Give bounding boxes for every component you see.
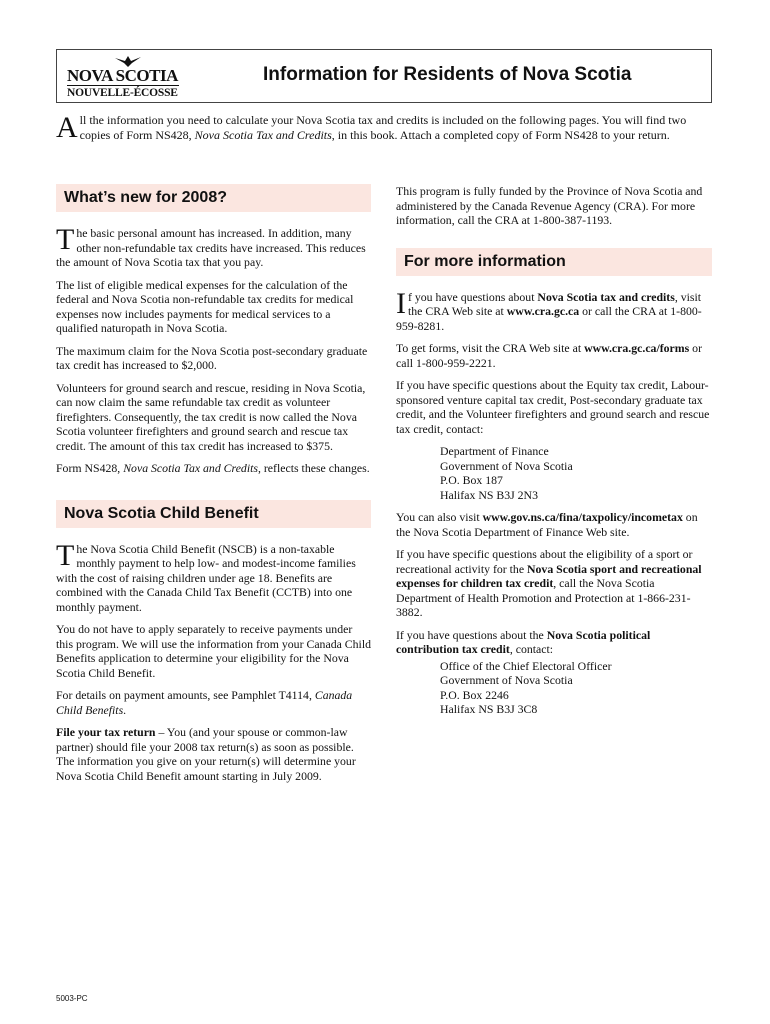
- address-line: Office of the Chief Electoral Officer: [440, 658, 612, 673]
- whats-new-p1-text: he basic personal amount has increased. In addition, many other non-refundable tax credits have increased. This reduces the amount of Nova Scotia tax that you pay.: [56, 226, 366, 269]
- intro-dropcap: A: [56, 111, 78, 144]
- address-line: P.O. Box 187: [440, 473, 503, 487]
- p3-after: .: [123, 702, 127, 717]
- m4-a: You can also visit: [396, 510, 483, 524]
- child-benefit-p1-text: he Nova Scotia Child Benefit (NSCB) is a non-taxable monthly payment to help low- and modest-income families with the cost of raising children under age 18. Benefits are combined with the Canada Child Tax Benefit (CCTB) into one monthly payment.: [56, 541, 356, 614]
- m1-e: or call the CRA at 1-800-959-8281.: [396, 304, 702, 333]
- address-line: Halifax NS B3J 2N3: [440, 487, 538, 502]
- p3-before: For details on payment amounts, see Pamphlet T4114,: [56, 688, 315, 702]
- p4-bold: File your tax return: [56, 725, 156, 739]
- logo-rule: [67, 85, 179, 86]
- m6-c: , contact:: [509, 642, 554, 656]
- whats-new-p5: [56, 461, 371, 476]
- p5-after: , reflects these changes.: [257, 461, 370, 475]
- page-title: Information for Residents of Nova Scotia: [263, 64, 632, 85]
- whats-new-p1: [56, 223, 371, 270]
- address-line: Government of Nova Scotia: [440, 458, 573, 473]
- child-benefit-dropcap: T: [56, 538, 75, 572]
- m5-c: , call the Nova Scotia Department of Health Promotion and Protection at 1-866-231-3882.: [396, 576, 691, 619]
- m4-c: on the Nova Scotia Department of Finance Web site.: [396, 510, 698, 539]
- p4-text: – You (and your spouse or common-law partner) should file your 2008 tax return(s) as soon as possible. The information you give on your return(s) will determine your Nova Scotia Child Benefit amount starting in July 2009.: [56, 725, 356, 783]
- m1-a: f you have questions about: [408, 289, 538, 304]
- heading-whats-new: What’s new for 2008?: [56, 184, 371, 212]
- cra-link[interactable]: www.cra.gc.ca: [506, 304, 580, 318]
- m6-b: Nova Scotia political contribution tax credit: [396, 627, 651, 656]
- intro-text: ll the information you need to calculate your Nova Scotia tax and credits is included on the following pages. You will find two copies of Form NS428,: [79, 113, 687, 142]
- more-info-p2: [396, 341, 712, 370]
- heading-child-benefit: Nova Scotia Child Benefit: [56, 500, 371, 528]
- m1-c: , visit the CRA Web site at: [408, 289, 702, 318]
- m6-a: If you have questions about the: [396, 627, 547, 642]
- address-electoral: [440, 659, 712, 717]
- more-info-p4: [396, 510, 712, 539]
- nova-scotia-logo: [65, 52, 183, 100]
- heading-more-info: For more information: [396, 248, 712, 276]
- intro-paragraph: [56, 113, 712, 143]
- m5-b: Nova Scotia sport and recreational expenses for children tax credit: [396, 561, 702, 590]
- p5-before: Form NS428,: [56, 461, 124, 475]
- more-info-p3: If you have specific questions about the Equity tax credit, Labour-sponsored venture capital tax credit, Post-secondary graduate tax credit, and the Volunteer firefighters and ground search and rescue tax credit, contact:: [396, 378, 710, 436]
- more-info-p1: [396, 286, 712, 334]
- address-line: P.O. Box 2246: [440, 687, 509, 702]
- cra-forms-link[interactable]: www.cra.gc.ca/forms: [584, 341, 690, 355]
- child-benefit-p3: [56, 688, 371, 717]
- address-finance: [440, 444, 712, 502]
- intro-form-title: Nova Scotia Tax and Credits: [194, 128, 332, 142]
- p3-title: Canada Child Benefits: [56, 688, 353, 717]
- logo-text-english: NOVA SCOTIA: [67, 66, 178, 85]
- child-benefit-p1: [56, 538, 371, 615]
- more-info-p6: [396, 628, 712, 657]
- address-line: Government of Nova Scotia: [440, 673, 573, 687]
- form-code: 5003-PC: [56, 994, 88, 1003]
- more-info-dropcap: I: [396, 286, 406, 320]
- intro-text-end: , in this book. Attach a completed copy of Form NS428 to your return.: [331, 128, 670, 142]
- right-column: [396, 184, 712, 725]
- m1-b: Nova Scotia tax and credits: [537, 289, 675, 304]
- address-line: Halifax NS B3J 3C8: [440, 702, 538, 716]
- funding-paragraph: This program is fully funded by the Province of Nova Scotia and administered by the Canada Revenue Agency (CRA). For more information, call the CRA at 1-800-387-1193.: [396, 184, 703, 227]
- whats-new-p4: Volunteers for ground search and rescue, residing in Nova Scotia, can now claim the same refundable tax credit as volunteer firefighters. Consequently, the tax credit is now called the Nova Scotia volunteer firefighters and ground search and rescue tax credit. The amount of this tax credit has increased to $375.: [56, 380, 366, 453]
- child-benefit-p2: You do not have to apply separately to receive payments under this program. We will use the information from your Canada Child Benefits application to determine your eligibility for the Nova Scotia Child Benefit.: [56, 622, 371, 680]
- more-info-p5: [396, 547, 712, 620]
- finance-link[interactable]: www.gov.ns.ca/fina/taxpolicy/incometax: [482, 510, 683, 524]
- whats-new-p3: The maximum claim for the Nova Scotia post-secondary graduate tax credit has increased to $2,000.: [56, 343, 368, 372]
- address-line: Department of Finance: [440, 444, 549, 458]
- child-benefit-p4: [56, 725, 371, 783]
- left-column: [56, 184, 371, 791]
- m5-a: If you have specific questions about the eligibility of a sport or recreational activity for the: [396, 547, 693, 576]
- whats-new-dropcap: T: [56, 223, 75, 256]
- whats-new-p2: The list of eligible medical expenses for the calculation of the federal and Nova Scotia non-refundable tax credits for medical expenses now includes payments for medical services to a qualified naturopath in Nova Scotia.: [56, 277, 354, 335]
- logo-text-french: NOUVELLE-ÉCOSSE: [67, 87, 178, 99]
- p5-title: Nova Scotia Tax and Credits: [123, 461, 258, 475]
- m2-a: To get forms, visit the CRA Web site at: [396, 341, 585, 355]
- m2-c: or call 1-800-959-2221.: [396, 341, 702, 370]
- header-box: [56, 49, 712, 103]
